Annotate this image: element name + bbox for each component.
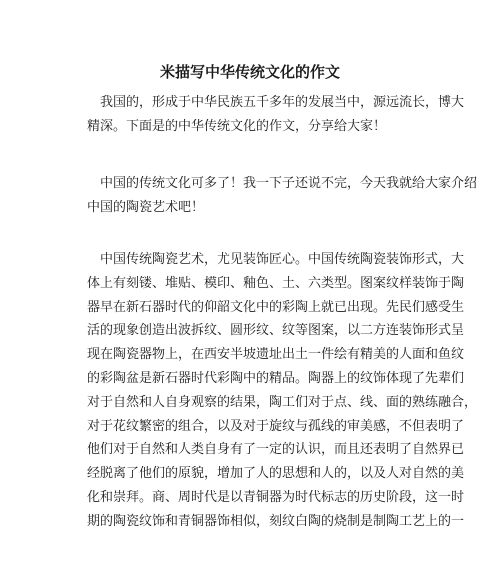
text-line: 对于花纹繁密的组合，以及对于旋纹与孤线的审美感，不但表明了 <box>87 418 465 434</box>
paragraph-topic <box>87 172 477 220</box>
document-title: 米描写中华传统文化的作文 <box>159 63 340 81</box>
text-line: 现在陶瓷器物上，在西安半坡遗址出土一件绘有精美的人面和鱼纹 <box>87 347 465 363</box>
text-line: 体上有刻镂、堆贴、模印、釉色、土、六类型。图案纹样装饰于陶 <box>87 275 465 291</box>
text-line: 我国的，形成于中华民族五千多年的发展当中，源远流长，博大 <box>87 95 465 110</box>
text-line: 经脱离了他们的原貌，增加了人的思想和人的，以及人对自然的美 <box>87 466 465 482</box>
text-line: 中国传统陶瓷艺术，尤见装饰匠心。中国传统陶瓷装饰形式，大 <box>87 252 465 267</box>
text-line: 活的现象创造出波拆纹、圆形纹、纹等图案，以二方连装饰形式呈 <box>87 323 465 339</box>
text-line: 中国的陶瓷艺术吧！ <box>87 199 205 215</box>
paragraph-ceramics <box>87 248 477 534</box>
text-line: 器早在新石器时代的仰韶文化中的彩陶上就已出现。先民们感受生 <box>87 299 465 315</box>
text-line: 对于自然和人自身观察的结果，陶工们对于点、线、面的熟练融合， <box>87 394 477 410</box>
text-line: 期的陶瓷纹饰和青铜器饰相似，刻纹白陶的烧制是制陶工艺上的一 <box>87 513 465 529</box>
text-line: 中国的传统文化可多了！我一下子还说不完，今天我就给大家介绍 <box>87 176 477 191</box>
text-line: 化和崇拜。商、周时代是以青铜器为时代标志的历史阶段，这一时 <box>87 489 465 505</box>
text-line: 他们对于自然和人类自身有了一定的认识，而且还表明了自然界已 <box>87 442 465 458</box>
text-line: 的彩陶盆是新石器时代彩陶中的精品。陶器上的纹饰体现了先辈们 <box>87 370 465 386</box>
paragraph-intro <box>87 91 477 139</box>
text-line: 精深。下面是的中华传统文化的作文，分享给大家！ <box>87 118 387 134</box>
